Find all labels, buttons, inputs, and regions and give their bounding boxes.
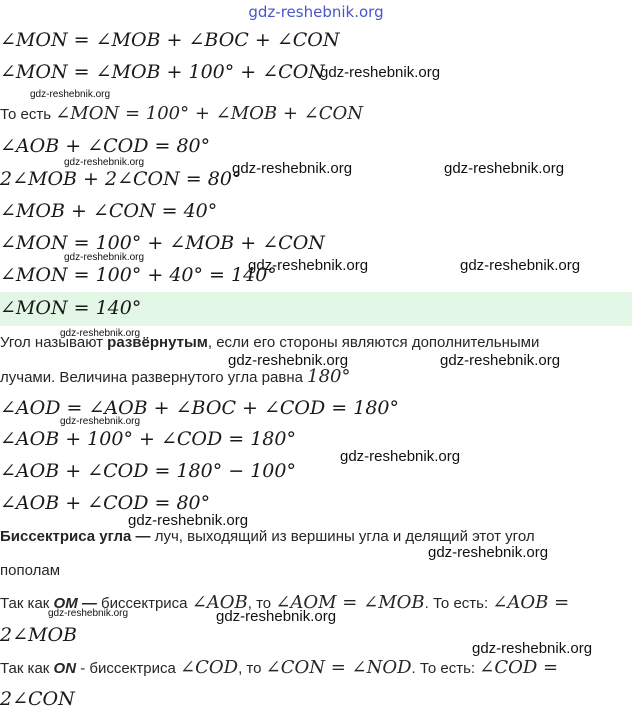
watermark: gdz-reshebnik.org xyxy=(232,160,353,177)
watermark: gdz-reshebnik.org xyxy=(440,352,561,369)
bisector-term: Биссектриса угла — xyxy=(0,528,151,545)
watermark-small: gdz-reshebnik.org xyxy=(60,328,141,339)
om-text: Так как xyxy=(0,595,54,612)
om-math: ∠AOB xyxy=(191,592,248,613)
watermark: gdz-reshebnik.org xyxy=(128,512,249,529)
om-text: . То есть: xyxy=(424,595,493,612)
watermark: gdz-reshebnik.org xyxy=(472,640,593,657)
equation-1: ∠MON = ∠MOB + ∠BOC + ∠CON xyxy=(0,29,340,51)
om-bisector-line-2: 2∠MOB xyxy=(0,624,78,646)
watermark-small: gdz-reshebnik.org xyxy=(48,608,129,619)
definition-term: развёрнутым xyxy=(107,334,208,351)
on-math: ∠CON = ∠NOD xyxy=(265,657,412,678)
equation-4: ∠AOB + ∠COD = 80° xyxy=(0,135,211,157)
equation-3 xyxy=(0,103,363,124)
om-math: ∠AOB = xyxy=(492,592,570,613)
om-ray: OM — xyxy=(53,595,97,612)
om-text: биссектриса xyxy=(96,595,192,612)
definition-bisector-line-2: пополам xyxy=(0,562,61,579)
equation-12: ∠AOB + ∠COD = 80° xyxy=(0,492,211,514)
equation-7: ∠MON = 100° + ∠MOB + ∠CON xyxy=(0,232,325,254)
equation-3-prefix: То есть xyxy=(0,106,56,123)
equation-6: ∠MOB + ∠CON = 40° xyxy=(0,200,218,222)
equation-11: ∠AOB + ∠COD = 180° − 100° xyxy=(0,460,296,482)
watermark-small: gdz-reshebnik.org xyxy=(30,89,111,100)
watermark-small: gdz-reshebnik.org xyxy=(64,252,145,263)
equation-3-math: ∠MON = 100° + ∠MOB + ∠CON xyxy=(55,103,364,124)
om-math: ∠AOM = ∠MOB xyxy=(275,592,425,613)
watermark-small: gdz-reshebnik.org xyxy=(64,157,145,168)
watermark: gdz-reshebnik.org xyxy=(228,352,349,369)
on-text: - биссектриса xyxy=(76,660,181,677)
equation-5: 2∠MOB + 2∠CON = 80° xyxy=(0,168,242,190)
on-text: . То есть: xyxy=(411,660,480,677)
watermark: gdz-reshebnik.org xyxy=(444,160,565,177)
definition-straight-line-2 xyxy=(0,366,350,387)
equation-8: ∠MON = 100° + 40° = 140° xyxy=(0,264,277,286)
definition-text: , если его стороны являются дополнительными xyxy=(207,334,540,351)
site-watermark: gdz-reshebnik.org xyxy=(248,3,384,21)
equation-9: ∠AOD = ∠AOB + ∠BOC + ∠COD = 180° xyxy=(0,397,400,419)
watermark: gdz-reshebnik.org xyxy=(248,257,369,274)
equation-2: ∠MON = ∠MOB + 100° + ∠CON xyxy=(0,61,325,83)
definition-value: 180° xyxy=(307,366,351,387)
definition-text: лучами. Величина развернутого угла равна xyxy=(0,369,308,386)
watermark: gdz-reshebnik.org xyxy=(216,608,337,625)
equation-10: ∠AOB + 100° + ∠COD = 180° xyxy=(0,428,296,450)
on-bisector-line-2: 2∠CON xyxy=(0,688,75,710)
watermark: gdz-reshebnik.org xyxy=(340,448,461,465)
on-math: ∠COD = xyxy=(479,657,559,678)
om-text: , то xyxy=(247,595,276,612)
definition-text: луч, выходящий из вершины угла и делящий этот угол xyxy=(150,528,535,545)
on-ray: ON xyxy=(53,660,77,677)
watermark: gdz-reshebnik.org xyxy=(428,544,549,561)
equation-result: ∠MON = 140° xyxy=(0,297,142,319)
on-math: ∠COD xyxy=(180,657,239,678)
definition-bisector-line-1 xyxy=(0,528,535,545)
definition-text: Угол называют xyxy=(0,334,108,351)
on-text: Так как xyxy=(0,660,54,677)
watermark-small: gdz-reshebnik.org xyxy=(60,416,141,427)
on-text: , то xyxy=(238,660,266,677)
watermark: gdz-reshebnik.org xyxy=(460,257,581,274)
watermark: gdz-reshebnik.org xyxy=(320,64,441,81)
on-bisector-line xyxy=(0,657,558,678)
